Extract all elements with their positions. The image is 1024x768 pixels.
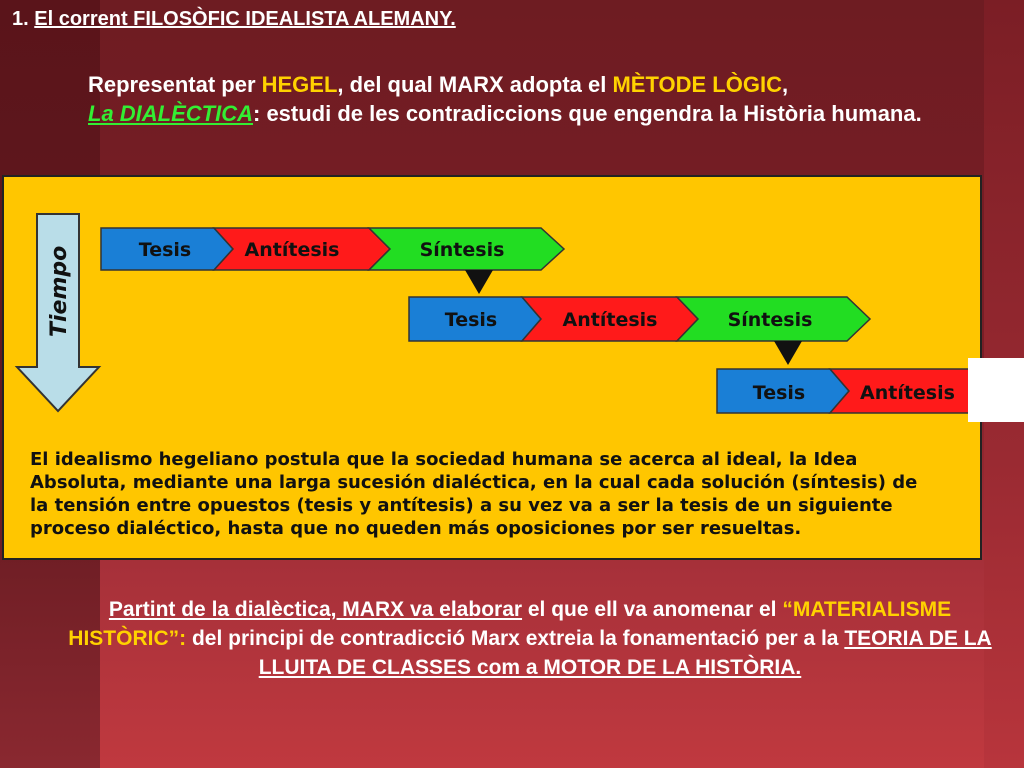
slide-title <box>12 8 456 31</box>
antitesis-label: Antítesis <box>244 239 340 261</box>
idealism-description: El idealismo hegeliano postula que la sociedad humana se acerca al ideal, la Idea Absoluta, mediante una larga sucesión dialéctica, en la cual cada solución (síntesis) de la tensión entre opuestos (tesis y antítesis) a su vez va a ser la tesis de un siguiente proceso dialéctico, hasta que no queden más oposiciones por ser resueltas. <box>30 449 918 539</box>
antitesis-label: Antítesis <box>860 382 955 404</box>
intro-part-3: , <box>781 72 789 97</box>
tesis-label: Tesis <box>752 382 806 404</box>
tesis-label: Tesis <box>444 309 498 331</box>
conclusion-part-4: del principi de contradicció Marx extreia la fonamentació per a la <box>186 627 845 650</box>
dialectica-highlight: La DIALÈCTICA <box>88 101 253 126</box>
time-arrow-label: Tiempo <box>47 245 72 337</box>
intro-part-2: , del qual MARX adopta el <box>337 72 613 97</box>
white-overlay-block <box>968 358 1024 422</box>
teoria-highlight: TEORIA DE LA LLUITA DE CLASSES com a MOTOR DE LA HISTÒRIA. <box>258 627 992 679</box>
hegel-highlight: HEGEL <box>261 72 338 97</box>
materialisme-highlight: “MATERIALISME HISTÒRIC”: <box>68 598 952 650</box>
dialectic-diagram-panel <box>2 175 982 560</box>
intro-part-1: Representat per <box>88 72 262 97</box>
conclusion-part-2: el que ell va anomenar el <box>522 598 783 621</box>
conclusion-part-1: Partint de la dialèctica, MARX va elaborar <box>108 598 523 621</box>
dialectic-row-1 <box>101 228 564 270</box>
dialectic-row-2 <box>409 297 870 341</box>
tesis-label: Tesis <box>138 239 192 261</box>
sintesis-label: Síntesis <box>727 309 813 331</box>
metode-highlight: MÈTODE LÒGIC <box>612 72 782 97</box>
dialectic-row-3 <box>717 369 980 413</box>
sintesis-label: Síntesis <box>419 239 505 261</box>
antitesis-label: Antítesis <box>562 309 658 331</box>
title-number: 1. <box>12 8 35 30</box>
intro-part-4: : estudi de les contradiccions que engendra la Història humana. <box>253 101 922 126</box>
down-triangle-icon <box>774 341 802 365</box>
down-triangle-icon <box>465 270 493 294</box>
conclusion-paragraph <box>60 595 1000 682</box>
intro-paragraph <box>88 70 968 128</box>
title-text: El corrent FILOSÒFIC IDEALISTA ALEMANY. <box>34 8 456 30</box>
